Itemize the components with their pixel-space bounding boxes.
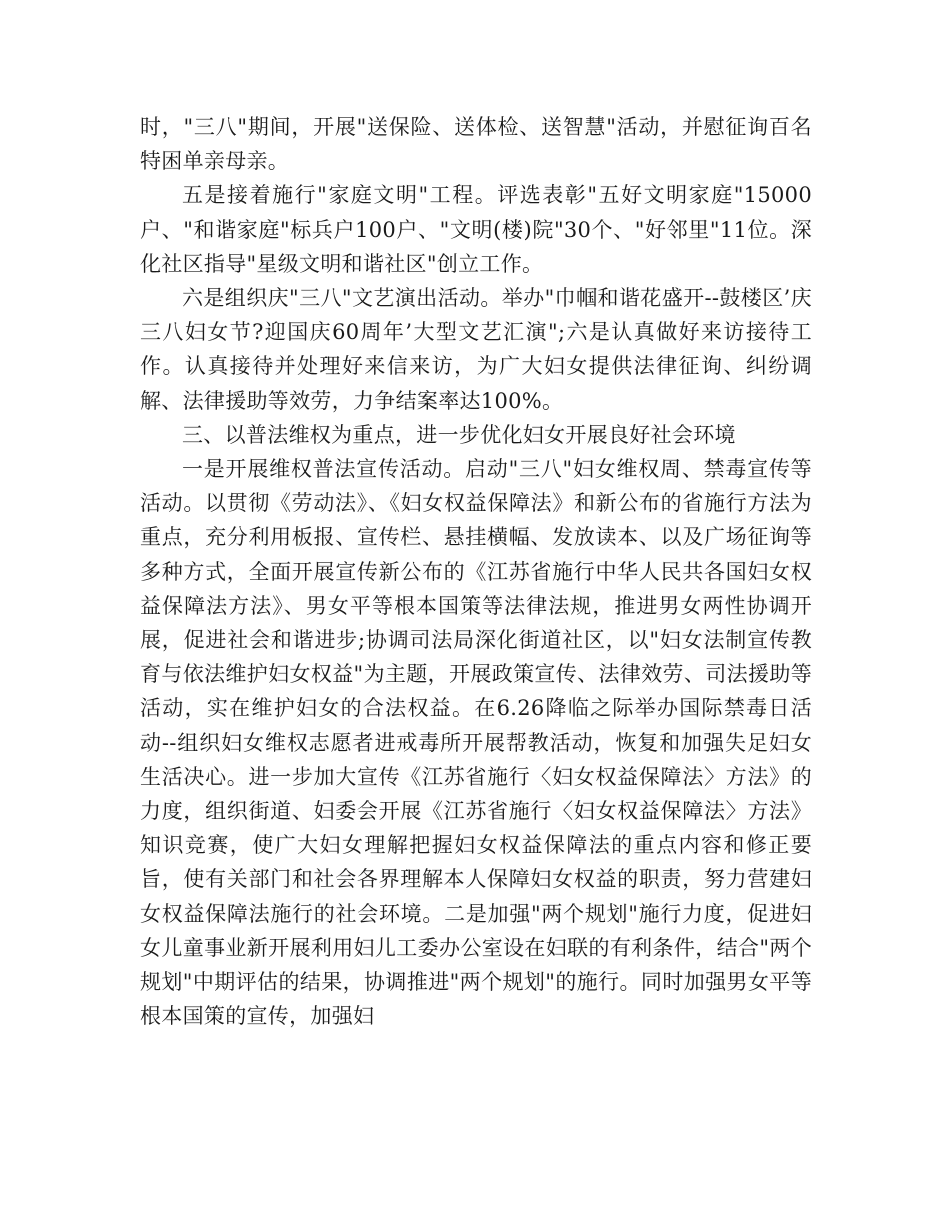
section-heading-3: 三、以普法维权为重点，进一步优化妇女开展良好社会环境 — [182, 422, 736, 447]
document-body — [140, 110, 812, 1033]
paragraph-5: 一是开展维权普法宣传活动。启动"三八"妇女维权周、禁毒宣传等活动。以贯彻《劳动法》、《妇女权益保障法》和新公布的省施行方法为重点，充分利用板报、宣传栏、悬挂横幅、发放读本、以及广场征询等多种方式，全面开展宣传新公布的《江苏省施行中华人民共各国妇女权益保障法方法》、男女平等根本国策等法律法规，推进男女两性协调开展，促进社会和谐进步;协调司法局深化街道社区，以"妇女法制宣传教育与依法维护妇女权益"为主题，开展政策宣传、法律效劳、司法援助等活动，实在维护妇女的合法权益。在6.26降临之际举办国际禁毒日活动--组织妇女维权志愿者进戒毒所开展帮教活动，恢复和加强失足妇女生活决心。进一步加大宣传《江苏省施行〈妇女权益保障法〉方法》的力度，组织街道、妇委会开展《江苏省施行〈妇女权益保障法〉方法》知识竞赛，使广大妇女理解把握妇女权益保障法的重点内容和修正要旨，使有关部门和社会各界理解本人保障妇女权益的职责，努力营建妇女权益保障法施行的社会环境。二是加强"两个规划"施行力度，促进妇女儿童事业新开展利用妇儿工委办公室设在妇联的有利条件，结合"两个规划"中期评估的结果，协调推进"两个规划"的施行。同时加强男女平等根本国策的宣传，加强妇 — [140, 457, 812, 1029]
paragraph-2: 五是接着施行"家庭文明"工程。评选表彰"五好文明家庭"15000户、"和谐家庭"标兵户100户、"文明(楼)院"30个、"好邻里"11位。深化社区指导"星级文明和谐社区"创立工作。 — [140, 183, 812, 276]
paragraph-3: 六是组织庆"三八"文艺演出活动。举办"巾帼和谐花盛开--鼓楼区’庆三八妇女节?迎国庆60周年’大型文艺汇演";六是认真做好来访接待工作。认真接待并处理好来信来访，为广大妇女提供法律征询、纠纷调解、法律援助等效劳，力争结案率达100%。 — [140, 286, 812, 413]
paragraph-1: 时，"三八"期间，开展"送保险、送体检、送智慧"活动，并慰征询百名特困单亲母亲。 — [140, 115, 812, 174]
